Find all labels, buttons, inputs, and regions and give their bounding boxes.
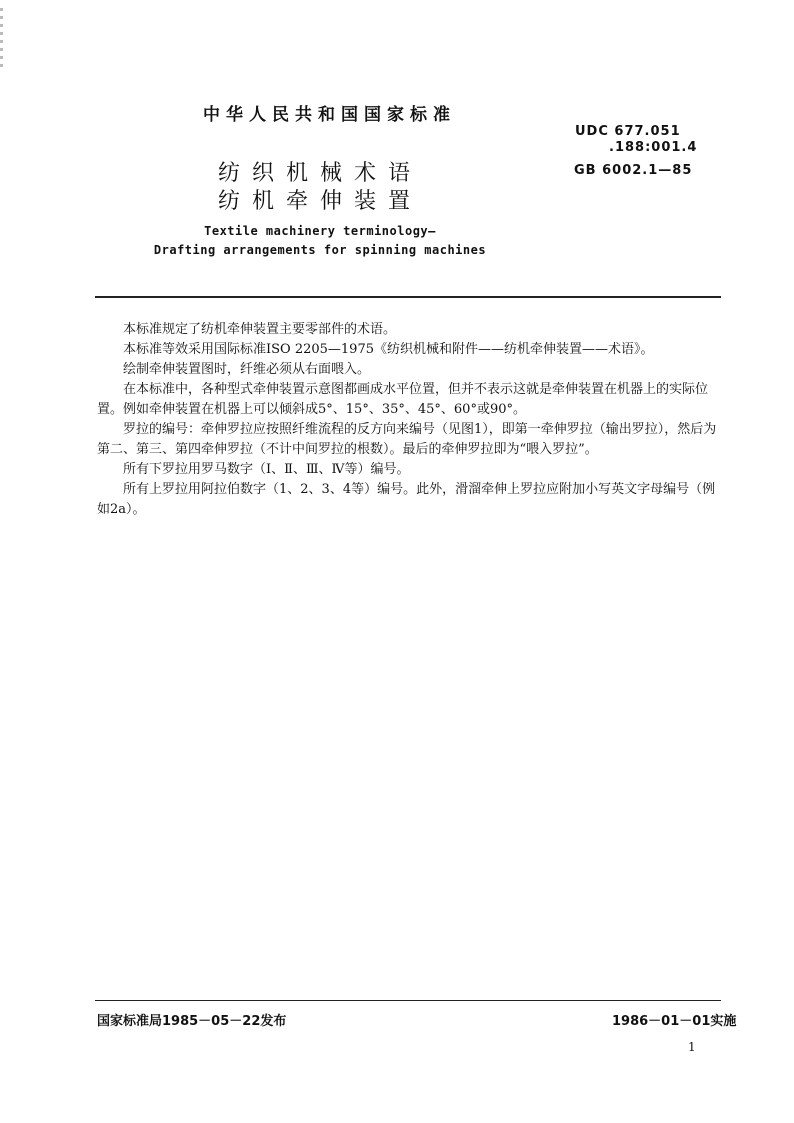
english-title xyxy=(150,222,490,260)
english-title-line-1: Textile machinery terminology— xyxy=(204,224,436,238)
paragraph-scope: 本标准规定了纺机牵伸装置主要零部件的术语。 xyxy=(123,322,397,337)
footer-divider xyxy=(95,1000,721,1001)
header-divider xyxy=(95,296,721,298)
udc-line-1: UDC 677.051 xyxy=(575,124,681,139)
scan-edge-marks xyxy=(0,8,3,68)
udc-code xyxy=(575,124,697,156)
paragraph-feed-direction: 绘制牵伸装置图时，纤维必须从右面喂入。 xyxy=(123,362,371,377)
paragraph-top-rollers: 所有上罗拉用阿拉伯数字（1、2、3、4等）编号。此外，滑溜牵伸上罗拉应附加小写英文字母编号（例如2a）。 xyxy=(97,482,716,517)
chinese-title xyxy=(218,160,422,216)
effective-date: 1986－01－01实施 xyxy=(612,1014,737,1029)
gb-standard-number: GB 6002.1—85 xyxy=(574,163,693,178)
body-text xyxy=(97,320,723,520)
issue-date: 国家标准局1985－05－22发布 xyxy=(97,1014,287,1029)
issuing-body-heading: 中华人民共和国国家标准 xyxy=(203,105,456,125)
chinese-title-line-1: 纺织机械术语 xyxy=(218,161,423,186)
page-number: 1 xyxy=(688,1040,696,1054)
english-title-line-2: Drafting arrangements for spinning machines xyxy=(153,243,487,257)
paragraph-roller-numbering: 罗拉的编号：牵伸罗拉应按照纤维流程的反方向来编号（见图1），即第一牵伸罗拉（输出罗拉），然后为第二、第三、第四牵伸罗拉（不计中间罗拉的根数）。最后的牵伸罗拉即为“喂入罗拉”。 xyxy=(97,422,717,457)
paragraph-iso-equivalence: 本标准等效采用国际标准ISO 2205—1975《纺织机械和附件——纺机牵伸装置——术语》。 xyxy=(123,342,654,357)
udc-line-2: .188:001.4 xyxy=(609,140,698,155)
chinese-title-line-2: 纺机牵伸装置 xyxy=(218,189,423,214)
paragraph-bottom-rollers: 所有下罗拉用罗马数字（Ⅰ、Ⅱ、Ⅲ、Ⅳ等）编号。 xyxy=(123,462,410,477)
paragraph-orientation: 在本标准中，各种型式牵伸装置示意图都画成水平位置，但并不表示这就是牵伸装置在机器上的实际位置。例如牵伸装置在机器上可以倾斜成5°、15°、35°、45°、60°或90°。 xyxy=(97,382,709,417)
